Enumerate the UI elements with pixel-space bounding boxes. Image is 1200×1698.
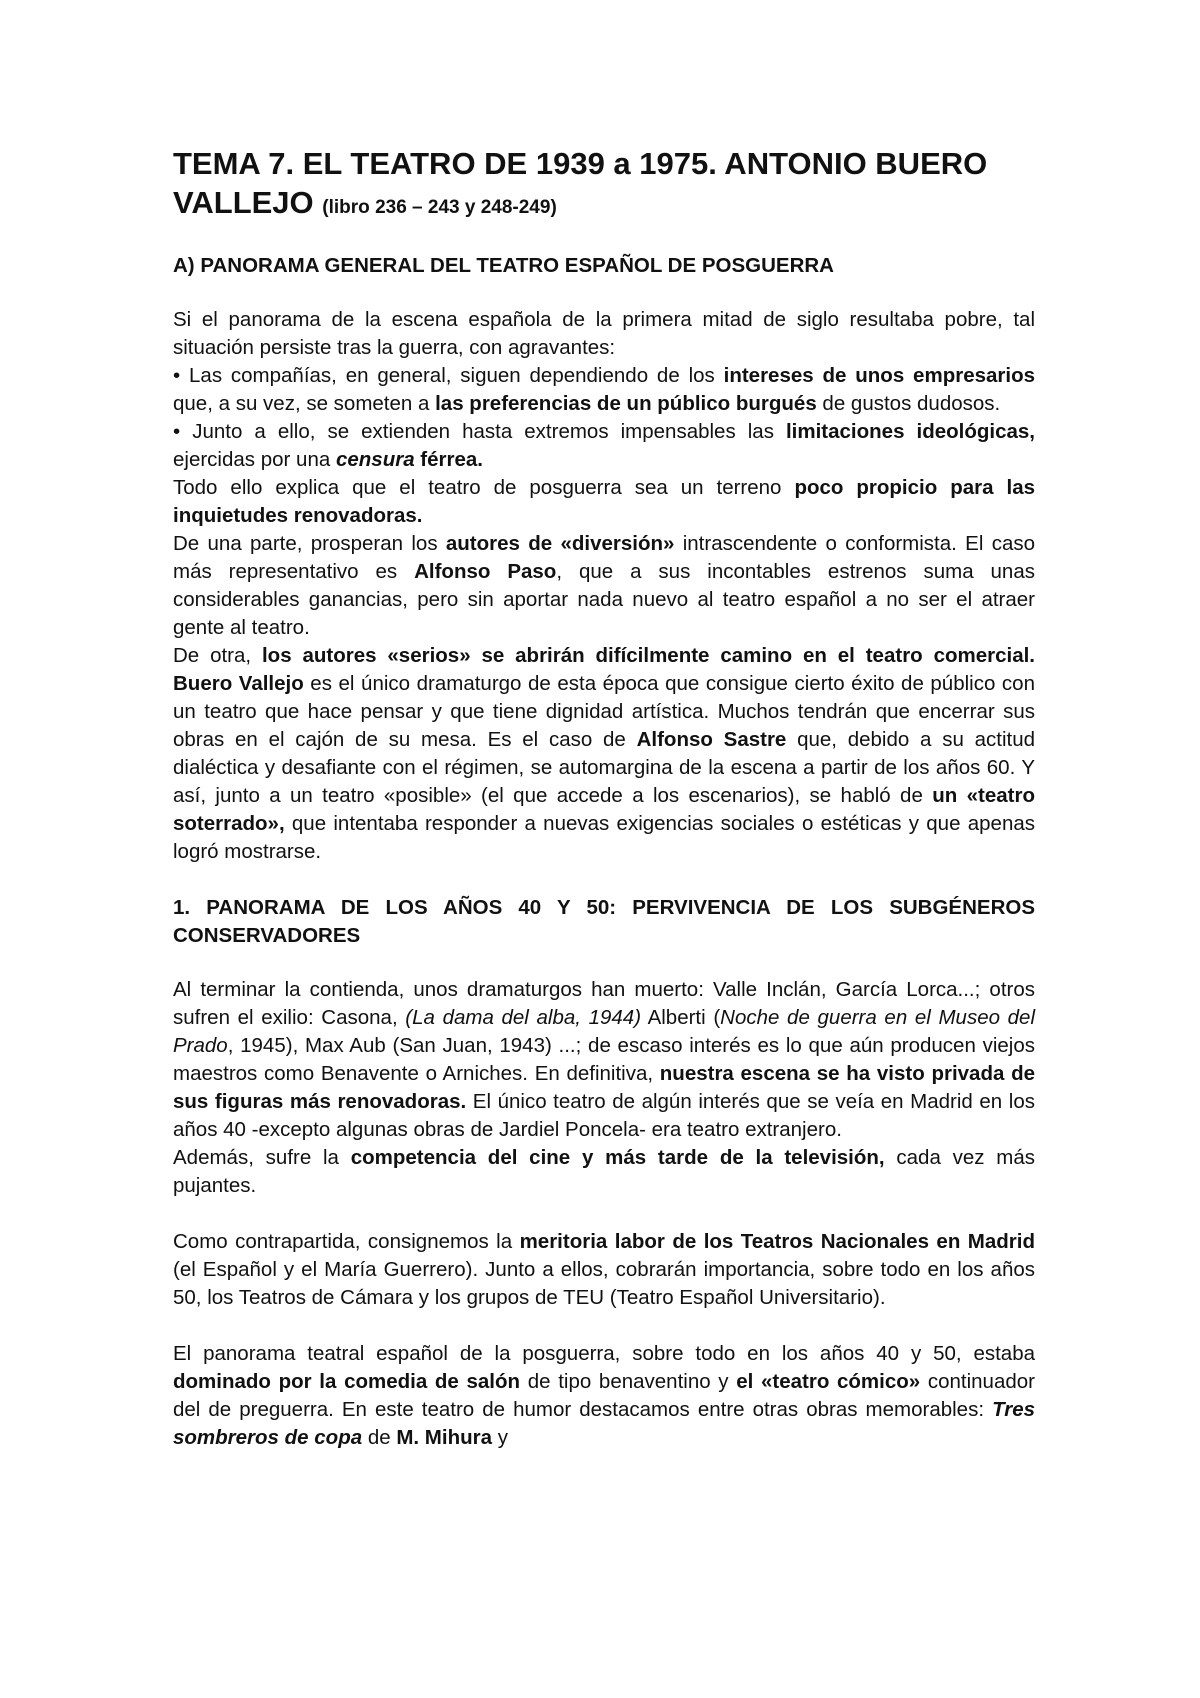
title-book-reference: (libro 236 – 243 y 248-249) [322,197,557,218]
title-line-2: VALLEJO [173,185,314,220]
paragraph-other-side: De otra, los autores «serios» se abrirán difícilmente camino en el teatro comercial. Buero Vallejo es el único dramaturgo de esta época que consigue cierto éxito de público con un teatro que hace pensar y que tiene dignidad artística. Muchos tendrán que encerrar sus obras en el cajón de su mesa. Es el caso de Alfonso Sastre que, debido a su actitud dialéctica y desafiante con el régimen, se automargina de la escena a partir de los años 60. Y así, junto a un teatro «posible» (el que accede a los escenarios), se habló de un «teatro soterrado», que intentaba responder a nuevas exigencias sociales o estéticas y que apenas logró mostrarse. [173,644,1036,863]
summary-sentence: Todo ello explica que el teatro de posguerra sea un terreno poco propicio para las inquietudes renovadoras. [173,476,1035,527]
section-1-paragraph-4: El panorama teatral español de la posguerra, sobre todo en los años 40 y 50, estaba dominado por la comedia de salón de tipo benaventino y el «teatro cómico» continuador del de preguerra. En este teatro de humor destacamos entre otras obras memorables: Tres sombreros de copa de M. Mihura y [173,1342,1035,1449]
section-1-paragraph-1: Al terminar la contienda, unos dramaturgos han muerto: Valle Inclán, García Lorca...; otros sufren el exilio: Casona, (La dama del alba, 1944) Alberti (Noche de guerra en el Museo del Prado, 1945), Max Aub (San Juan, 1943) ...; de escaso interés es lo que aún producen viejos maestros como Benavente o Arniches. En definitiva, nuestra escena se ha visto privada de sus figuras más renovadoras. El único teatro de algún interés que se veía en Madrid en los años 40 -excepto algunas obras de Jardiel Poncela- era teatro extranjero. Además, sufre la competencia del cine y más tarde de la televisión, cada vez más pujantes. [173,978,1036,1197]
bullet-companies: • Las compañías, en general, siguen dependiendo de los intereses de unos empresarios que, a su vez, se someten a las preferencias de un público burgués de gustos dudosos. [173,364,1035,415]
document-title [173,144,1035,227]
bullet-ideological-limits: • Junto a ello, se extienden hasta extremos impensables las limitaciones ideológicas, ejercidas por una censura férrea. [173,420,1035,471]
document-page [173,144,1035,1452]
section-1-paragraph-3: Como contrapartida, consignemos la meritoria labor de los Teatros Nacionales en Madrid (el Español y el María Guerrero). Junto a ellos, cobrarán importancia, sobre todo en los años 50, los Teatros de Cámara y los grupos de TEU (Teatro Español Universitario). [173,1230,1035,1309]
paragraph-one-side: De una parte, prosperan los autores de «diversión» intrascendente o conformista. El caso más representativo es Alfonso Paso, que a sus incontables estrenos suma unas considerables ganancias, pero sin aportar nada nuevo al teatro español a no ser el atraer gente al teatro. [173,532,1035,639]
section-a-heading: A) PANORAMA GENERAL DEL TEATRO ESPAÑOL DE POSGUERRA [173,254,834,277]
title-line-1: TEMA 7. EL TEATRO DE 1939 a 1975. ANTONIO BUERO [173,146,988,181]
section-a-intro: Si el panorama de la escena española de la primera mitad de siglo resultaba pobre, tal situación persiste tras la guerra, con agravantes: • Las compañías, en general, siguen dependiendo de los intereses de unos empresarios que, a su vez, se someten a las preferencias de un público burgués de gustos dudosos. • Junto a ello, se extienden hasta extremos impensables las limitaciones ideológicas, ejercidas por una censura férrea. Todo ello explica que el teatro de posguerra sea un terreno poco propicio para las inquietudes renovadoras. De una parte, prosperan los autores de «diversión» intrascendente o conformista. El caso más representativo es Alfonso Paso, que a sus incontables estrenos suma unas considerables ganancias, pero sin aportar nada nuevo al teatro español a no ser el atraer gente al teatro. De otra, los autores «serios» se abrirán difícilmente camino en el teatro comercial. Buero Vallejo es el único dramaturgo de esta época que consigue cierto éxito de público con un teatro que hace pensar y que tiene dignidad artística. Muchos tendrán que encerrar sus obras en el cajón de su mesa. Es el caso de Alfonso Sastre que, debido a su actitud dialéctica y desafiante con el régimen, se automargina de la escena a partir de los años 60. Y así, junto a un teatro «posible» (el que accede a los escenarios), se habló de un «teatro soterrado», que intentaba responder a nuevas exigencias sociales o estéticas y que apenas logró mostrarse. [173,308,1036,863]
section-1-heading: 1. PANORAMA DE LOS AÑOS 40 Y 50: PERVIVENCIA DE LOS SUBGÉNEROS CONSERVADORES [173,896,1035,947]
competition-sentence: Además, sufre la competencia del cine y más tarde de la televisión, cada vez más pujantes. [173,1146,1035,1197]
